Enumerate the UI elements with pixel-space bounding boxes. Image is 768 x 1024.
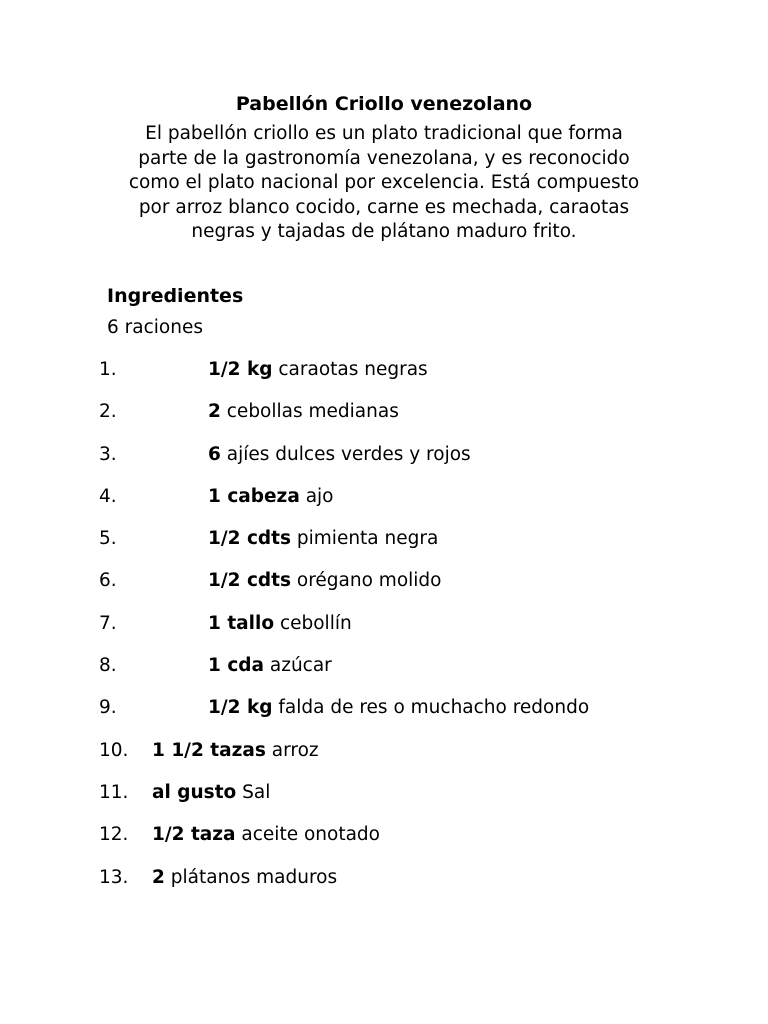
ingredient-item <box>0 527 768 569</box>
ingredient-name: ajo <box>305 485 334 507</box>
ingredient-item <box>0 823 768 865</box>
ingredient-quantity: 1/2 kg <box>208 359 273 380</box>
ingredient-content <box>208 696 589 720</box>
ingredient-content <box>152 781 270 805</box>
ingredient-number: 4. <box>99 485 117 507</box>
recipe-title: Pabellón Criollo venezolano <box>235 93 533 115</box>
ingredient-name: arroz <box>271 739 319 761</box>
ingredient-quantity: 1 cabeza <box>208 485 300 507</box>
ingredient-name: cebollín <box>279 612 352 634</box>
ingredient-name: pimienta negra <box>296 528 439 550</box>
ingredients-heading: Ingredientes <box>107 285 244 307</box>
ingredient-name: aceite onotado <box>241 824 380 846</box>
ingredient-item <box>0 569 768 611</box>
ingredient-name: falda de res o muchacho redondo <box>278 697 590 719</box>
ingredient-item <box>0 485 768 527</box>
ingredient-item <box>0 739 768 781</box>
ingredient-content <box>208 358 428 382</box>
ingredients-list <box>0 358 768 908</box>
intro-line: negras y tajadas de plátano maduro frito. <box>191 221 577 242</box>
ingredient-number: 5. <box>99 528 117 550</box>
ingredient-item <box>0 866 768 908</box>
ingredient-content <box>152 739 319 763</box>
ingredient-item <box>0 696 768 738</box>
ingredient-content <box>208 527 438 551</box>
ingredient-number: 2. <box>99 401 117 423</box>
ingredient-quantity: 2 <box>208 401 221 423</box>
ingredient-name: plátanos maduros <box>170 866 338 888</box>
ingredient-name: cebollas medianas <box>226 401 399 423</box>
ingredient-quantity: 1 1/2 tazas <box>152 739 266 761</box>
ingredient-content <box>208 569 442 593</box>
ingredient-quantity: 1/2 cdts <box>208 570 292 592</box>
recipe-intro <box>84 122 684 245</box>
ingredient-content <box>208 443 471 467</box>
ingredient-number: 12. <box>99 824 129 846</box>
ingredient-item <box>0 781 768 823</box>
ingredient-quantity: 2 <box>152 866 165 888</box>
ingredient-content <box>152 823 380 847</box>
ingredient-number: 11. <box>99 781 129 803</box>
ingredient-content <box>208 485 334 509</box>
ingredient-name: ajíes dulces verdes y rojos <box>226 443 471 465</box>
ingredient-item <box>0 400 768 442</box>
ingredient-content <box>208 400 399 424</box>
ingredient-content <box>208 612 352 636</box>
ingredient-number: 13. <box>99 866 129 888</box>
ingredient-number: 1. <box>99 359 117 380</box>
ingredient-item <box>0 654 768 696</box>
ingredient-item <box>0 612 768 654</box>
ingredient-number: 3. <box>99 443 117 465</box>
ingredient-name: caraotas negras <box>278 359 428 380</box>
ingredient-number: 6. <box>99 570 117 592</box>
ingredient-name: Sal <box>242 781 271 803</box>
ingredient-number: 9. <box>99 697 117 719</box>
intro-line: como el plato nacional por excelencia. Está compuesto <box>128 172 640 193</box>
ingredient-name: azúcar <box>269 655 332 677</box>
ingredient-quantity: 6 <box>208 443 221 465</box>
servings-text: 6 raciones <box>107 317 203 338</box>
ingredient-item <box>0 358 768 400</box>
ingredient-quantity: 1 tallo <box>208 612 275 634</box>
intro-line: parte de la gastronomía venezolana, y es reconocido <box>138 147 630 169</box>
ingredient-content <box>152 866 337 890</box>
ingredient-quantity: 1/2 taza <box>152 824 236 846</box>
intro-line: El pabellón criollo es un plato tradicional que forma <box>145 123 623 144</box>
intro-line: por arroz blanco cocido, carne es mechada, caraotas <box>138 196 630 218</box>
ingredient-quantity: al gusto <box>152 781 237 803</box>
ingredient-quantity: 1/2 cdts <box>208 528 292 550</box>
ingredient-name: orégano molido <box>296 570 442 592</box>
ingredient-number: 7. <box>99 612 117 634</box>
ingredient-content <box>208 654 332 678</box>
ingredient-item <box>0 443 768 485</box>
ingredient-quantity: 1 cda <box>208 655 265 677</box>
ingredient-quantity: 1/2 kg <box>208 697 273 719</box>
ingredient-number: 10. <box>99 739 129 761</box>
ingredient-number: 8. <box>99 655 117 677</box>
